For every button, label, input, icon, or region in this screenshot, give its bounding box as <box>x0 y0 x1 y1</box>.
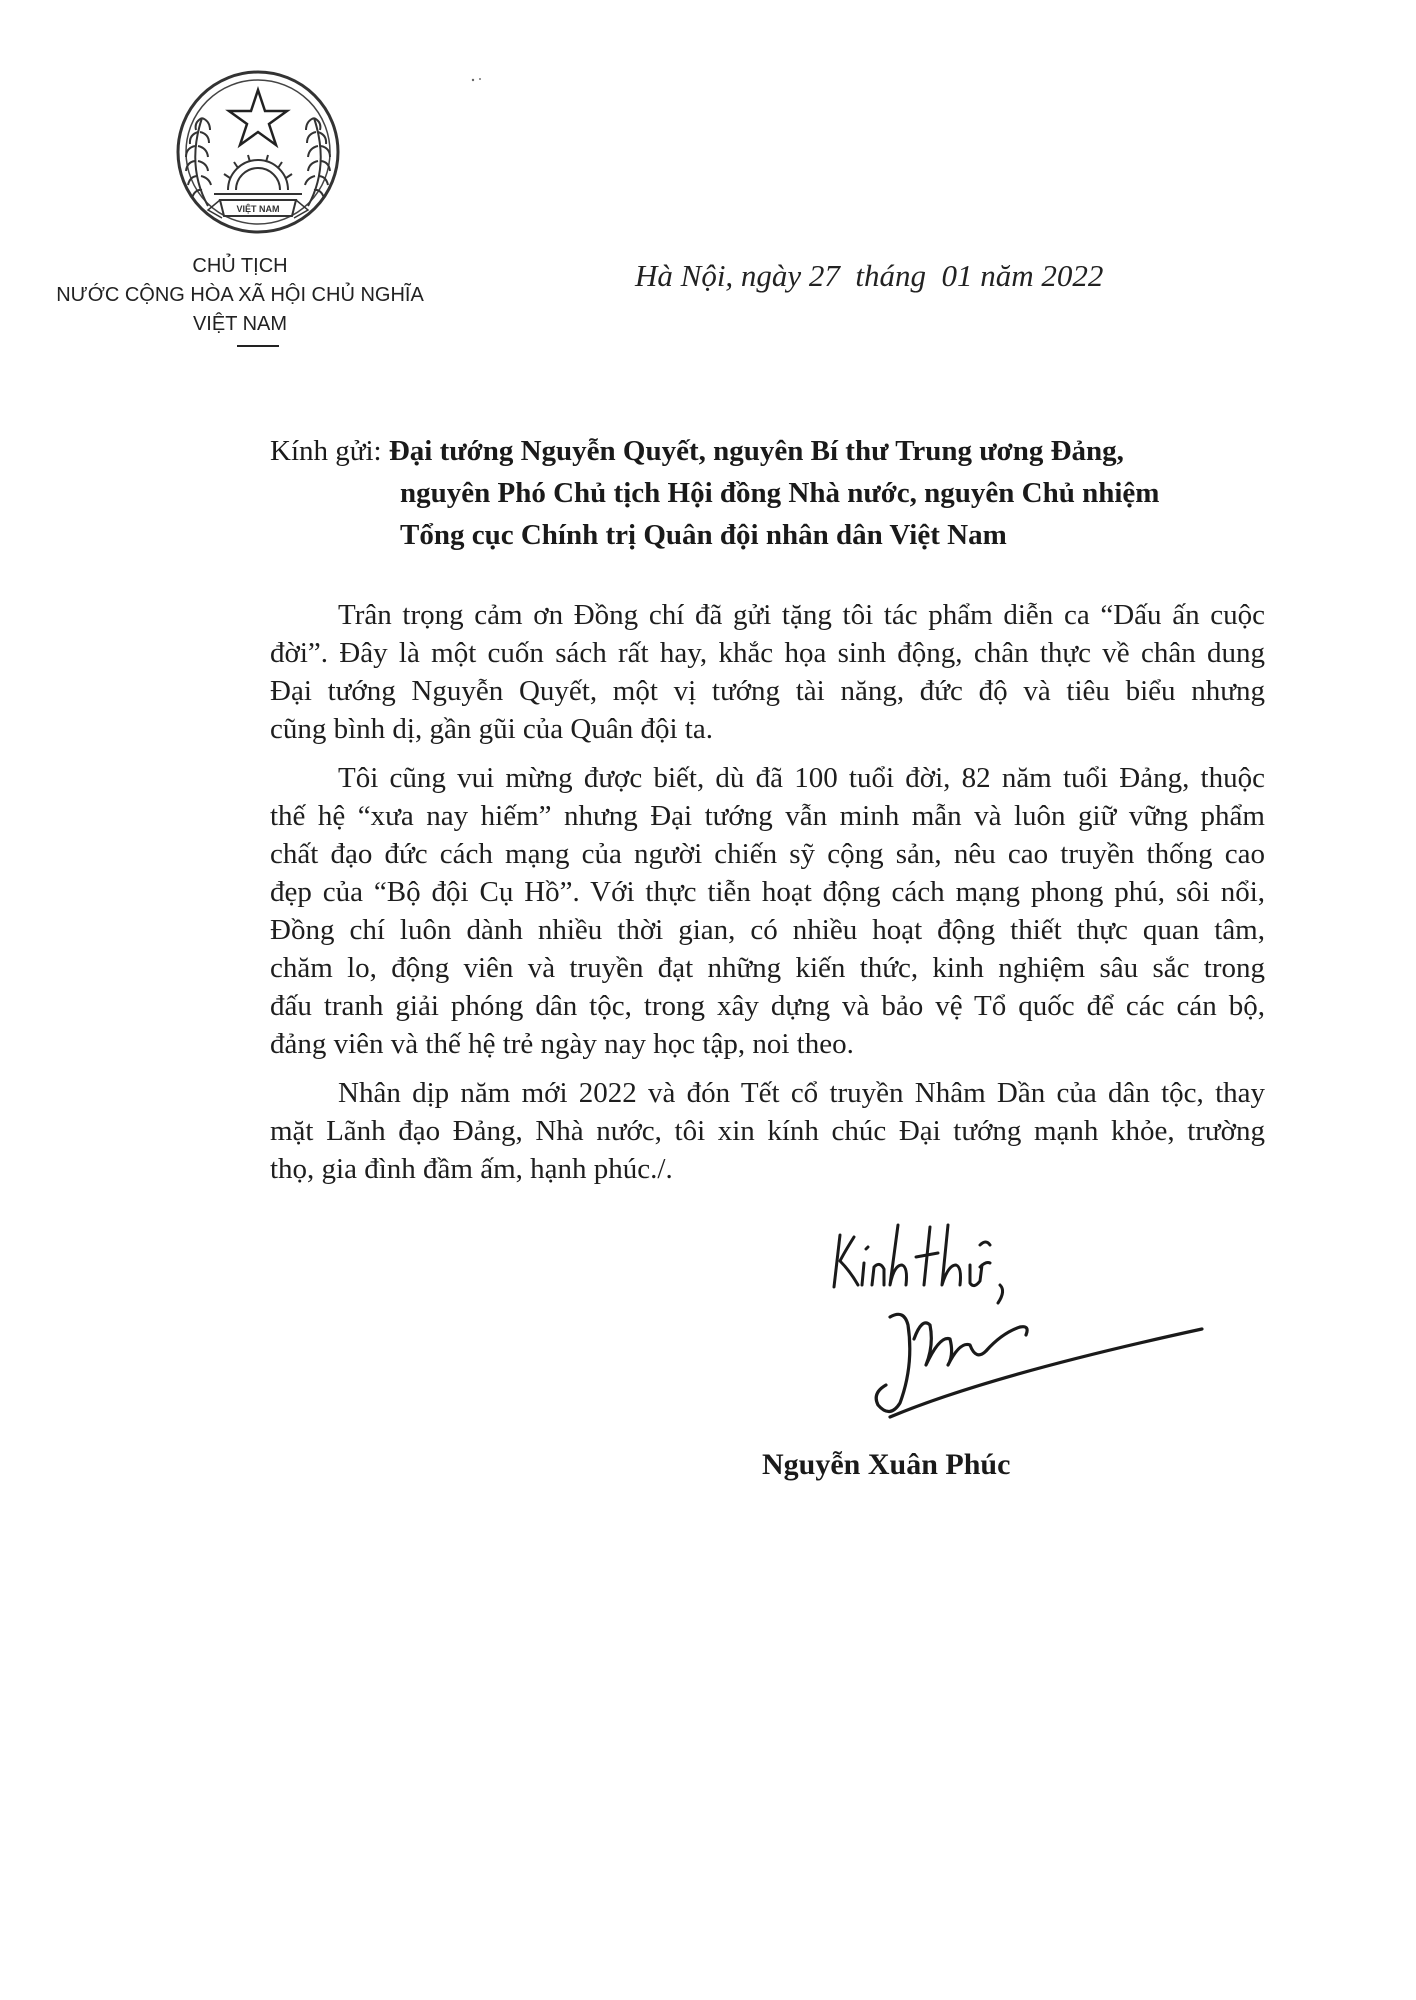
emblem-ribbon-text: VIỆT NAM <box>236 204 280 214</box>
body-line: Tôi cũng vui mừng được biết, dù đã 100 tuổi đời, 82 năm tuổi Đảng, thuộc <box>338 762 1265 794</box>
handwritten-signature <box>830 1205 1210 1435</box>
body-line: Nhân dịp năm mới 2022 và đón Tết cổ truyền Nhâm Dần của dân tộc, thay <box>338 1077 1265 1109</box>
body-paragraph <box>270 596 1265 748</box>
body-line: Trân trọng cảm ơn Đồng chí đã gửi tặng tôi tác phẩm diễn ca “Dấu ấn cuộc <box>338 599 1265 631</box>
scan-speck <box>470 76 486 84</box>
issuer-block <box>40 252 440 339</box>
recipient-block <box>270 430 1280 556</box>
body-line: Đại tướng Nguyễn Quyết, một vị tướng tài năng, đức độ và tiêu biểu nhưng <box>270 675 1265 707</box>
body-line: thọ, gia đình đầm ấm, hạnh phúc./. <box>270 1153 673 1185</box>
issuer-divider <box>237 345 279 347</box>
recipient-line: nguyên Phó Chủ tịch Hội đồng Nhà nước, nguyên Chủ nhiệm <box>400 477 1160 509</box>
recipient-line: Tổng cục Chính trị Quân đội nhân dân Việt Nam <box>400 519 1007 551</box>
body-line: đảng viên và thế hệ trẻ ngày nay học tập, noi theo. <box>270 1028 854 1060</box>
body-line: chăm lo, động viên và truyền đạt những kiến thức, kinh nghiệm sâu sắc trong <box>270 952 1265 984</box>
issuer-line: NƯỚC CỘNG HÒA XÃ HỘI CHỦ NGHĨA <box>56 284 424 306</box>
body-line: đời”. Đây là một cuốn sách rất hay, khắc họa sinh động, chân thực về chân dung <box>270 637 1265 669</box>
issuer-line: VIỆT NAM <box>192 313 288 335</box>
body-paragraph <box>270 1074 1265 1188</box>
body-paragraph <box>270 759 1265 1063</box>
body-line: chất đạo đức cách mạng của người chiến sỹ cộng sản, nêu cao truyền thống cao <box>270 838 1265 870</box>
place-date: Hà Nội, ngày 27 tháng 01 năm 2022 <box>635 258 1104 293</box>
issuer-line: CHỦ TỊCH <box>192 255 288 277</box>
emblem-icon <box>168 66 348 248</box>
body-line: thế hệ “xưa nay hiếm” nhưng Đại tướng vẫn minh mẫn và luôn giữ vững phẩm <box>270 800 1265 832</box>
body-line: cũng bình dị, gần gũi của Quân đội ta. <box>270 713 713 745</box>
body-line: đẹp của “Bộ đội Cụ Hồ”. Với thực tiễn hoạt động cách mạng phong phú, sôi nổi, <box>270 876 1265 908</box>
body-line: mặt Lãnh đạo Đảng, Nhà nước, tôi xin kính chúc Đại tướng mạnh khỏe, trường <box>270 1115 1265 1147</box>
body-line: đấu tranh giải phóng dân tộc, trong xây dựng và bảo vệ Tổ quốc để các cán bộ, <box>270 990 1265 1022</box>
recipient-line: Đại tướng Nguyễn Quyết, nguyên Bí thư Trung ương Đảng, <box>388 435 1124 467</box>
national-emblem <box>168 66 348 248</box>
salutation: Kính gửi: <box>270 435 382 467</box>
letter-body <box>270 596 1265 1199</box>
body-line: Đồng chí luôn dành nhiều thời gian, có nhiều hoạt động thiết thực quan tâm, <box>270 914 1265 946</box>
signer-name: Nguyễn Xuân Phúc <box>762 1448 1011 1481</box>
recipient-first-row <box>270 430 1280 472</box>
